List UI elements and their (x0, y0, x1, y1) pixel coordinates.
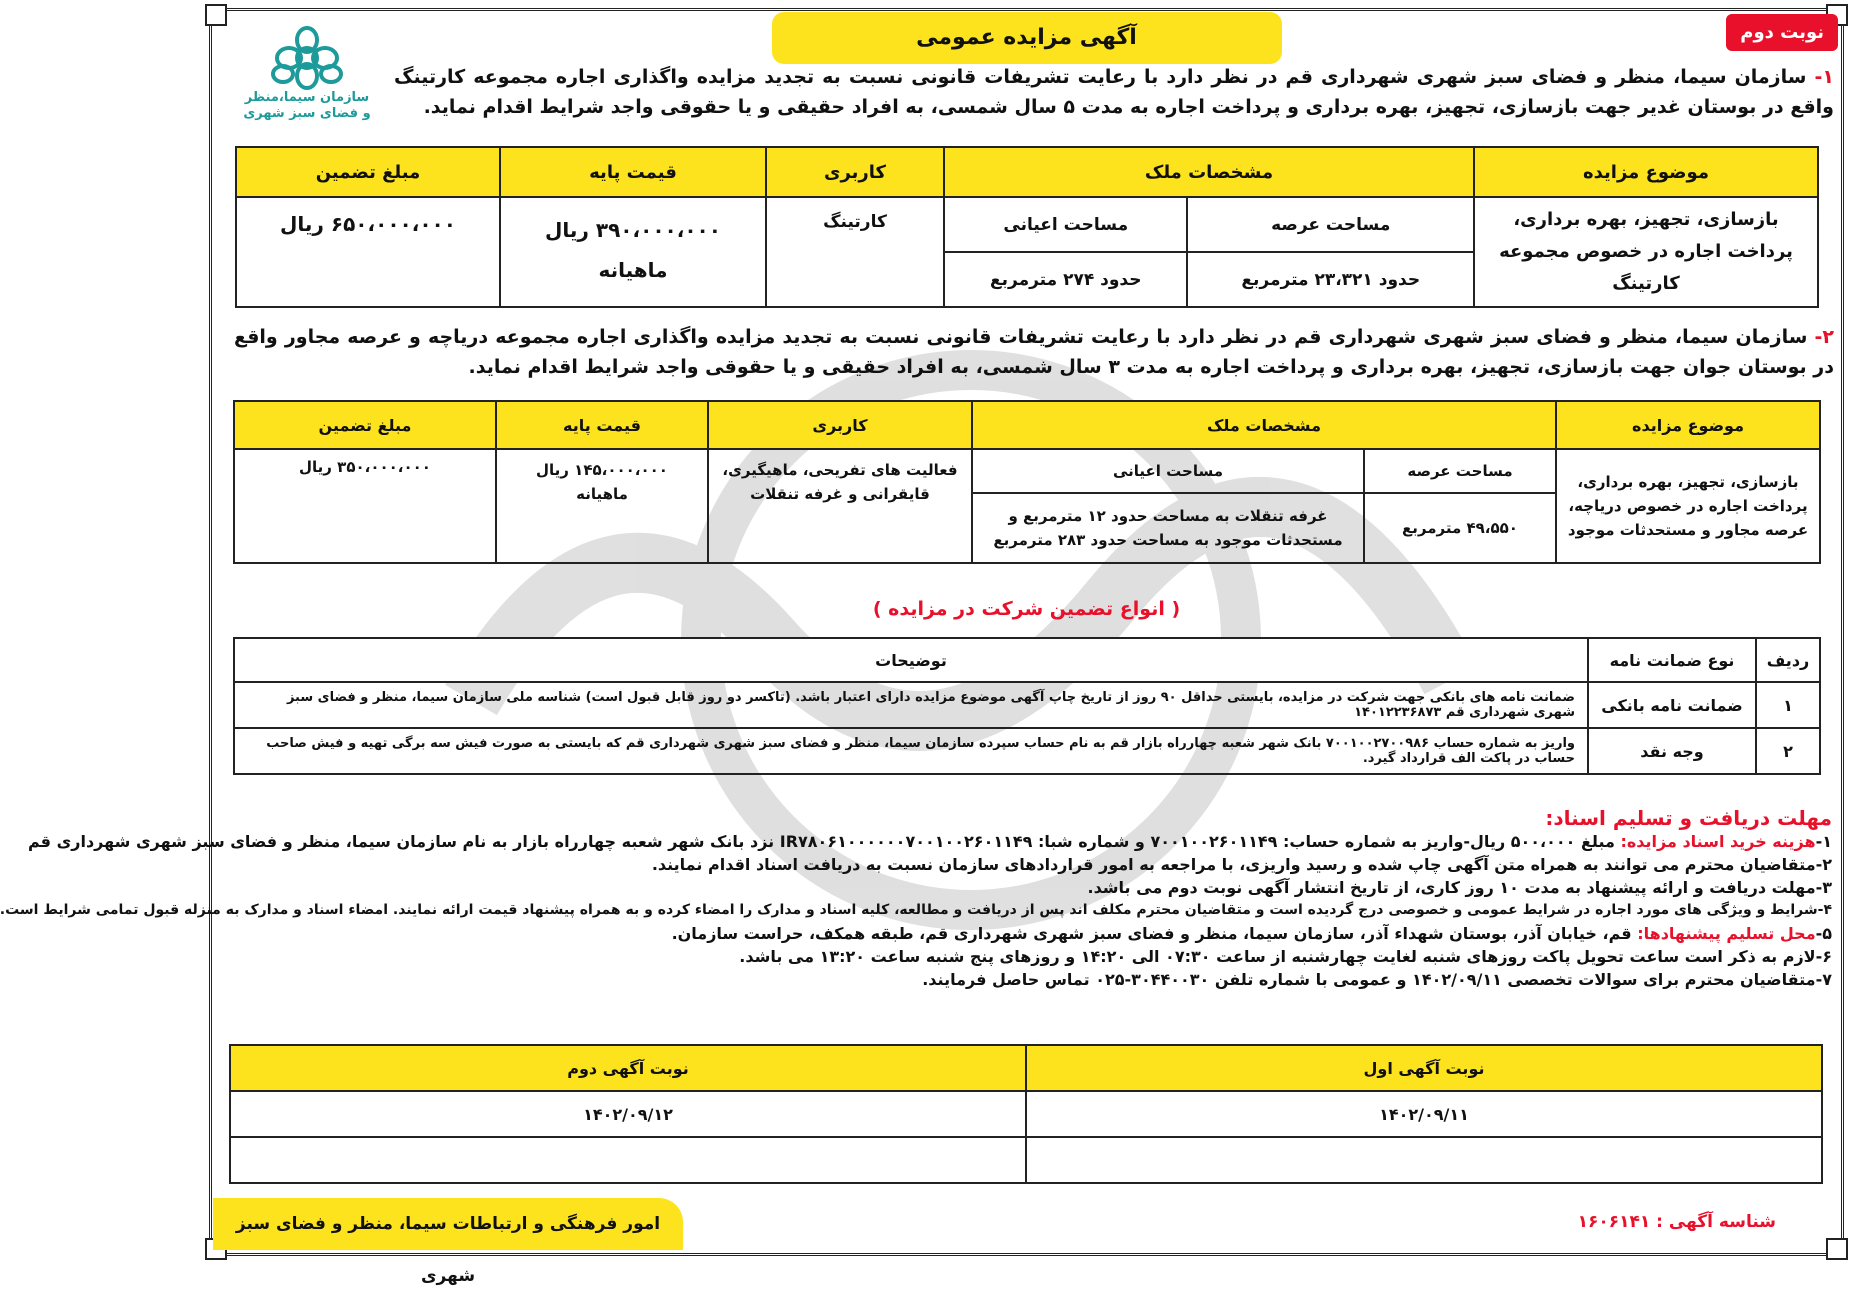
item-text: متقاضیان محترم برای سوالات تخصصی ۱۴۰۲/۰۹/۱۱ و عمومی با شماره تلفن ۳۰۴۴۰۰۳۰-۰۲۵ تماس حاصل فرمایند. (922, 970, 1816, 989)
item-highlight: محل تسلیم پیشنهادها: (1637, 924, 1816, 943)
auction1-table (235, 146, 1819, 308)
item-prefix: ۶- (1815, 947, 1832, 966)
guarantee-types-table (233, 637, 1821, 775)
header-guarantee-type: نوع ضمانت نامه (1588, 638, 1756, 682)
auction2-land-area-label: مساحت عرصه (1364, 449, 1556, 493)
auction1-base-price-value: ۳۹۰،۰۰۰،۰۰۰ ریال (545, 218, 721, 242)
auction2-number: ۲- (1814, 326, 1835, 348)
guarantee-types-title: ( انواع تضمین شرکت در مزایده ) (872, 598, 1181, 620)
guarantee-type: وجه نقد (1588, 728, 1756, 774)
auction1-number: ۱- (1814, 66, 1835, 88)
item-prefix: ۵- (1815, 924, 1832, 943)
logo-text-line1: سازمان سیما،منظر (244, 90, 370, 105)
guarantee-description: ضمانت نامه های بانکی جهت شرکت در مزایده، بایستی حداقل ۹۰ روز از تاریخ چاپ آگهی موضوع مزایده دارای اعتبار باشد. (تاکسر دو روز قابل قبول است) شناسه ملی سازمان سیما، منظر و فضای سبز شهری شهرداری قم ۱۴۰۱۲۲۳۶۸۷۳ (234, 682, 1588, 728)
header-subject: موضوع مزایده (1556, 401, 1820, 449)
list-item (222, 922, 1832, 945)
list-item (222, 876, 1832, 899)
list-item (0, 899, 1832, 922)
notice-title: آگهی مزایده عمومی (772, 12, 1282, 64)
header-base-price: قیمت پایه (496, 401, 708, 449)
second-publish-date: ۱۴۰۲/۰۹/۱۲ (230, 1091, 1026, 1137)
auction2-guarantee: ۳۵۰،۰۰۰،۰۰۰ ریال (234, 449, 496, 563)
frame-corner (205, 4, 227, 26)
item-prefix: ۳- (1815, 878, 1832, 897)
header-usage: کاربری (708, 401, 972, 449)
issue-badge: نوبت دوم (1726, 14, 1838, 51)
auction2-description (234, 322, 1834, 382)
ad-id: شناسه آگهی : ۱۶۰۶۱۴۱ (1577, 1212, 1776, 1232)
row-number: ۱ (1756, 682, 1820, 728)
auction2-base-price-period: ماهیانه (576, 485, 628, 503)
auction1-text: سازمان سیما، منظر و فضای سبز شهری شهرداری قم در نظر دارد با رعایت تشریفات قانونی نسبت به تجدید مزایده واگذاری اجاره مجموعه کارتینگ واقع در بوستان غدیر جهت بازسازی، تجهیز، بهره برداری و پرداخت اجاره به مدت ۵ سال شمسی، به افراد حقیقی و یا حقوقی واجد شرایط اقدام نماید. (394, 66, 1834, 118)
frame-corner (1826, 1238, 1848, 1260)
guarantee-type: ضمانت نامه بانکی (1588, 682, 1756, 728)
auction2-table (233, 400, 1821, 564)
list-item (222, 853, 1832, 876)
item-text: مبلغ ۵۰۰،۰۰۰ ریال-واریز به شماره حساب: ۷۰۰۱۰۰۲۶۰۱۱۴۹ و شماره شبا: IR۷۸۰۶۱۰۰۰۰۰۰۷۰۰۱۰۰۲۶۰۱۱۴۹ نزد بانک شهر شعبه چهارراه بازار به نام سازمان سیما، منظر و فضای سبز شهری شهرداری قم (27, 832, 1621, 851)
item-text: مهلت دریافت و ارائه پیشنهاد به مدت ۱۰ روز کاری، از تاریخ انتشار آگهی نوبت دوم می باشد. (1087, 878, 1816, 897)
header-guarantee: مبلغ تضمین (236, 147, 500, 197)
item-prefix: ۲- (1815, 855, 1832, 874)
auction2-building-area-label: مساحت اعیانی (972, 449, 1364, 493)
empty-cell (230, 1137, 1026, 1183)
table-row (234, 682, 1820, 728)
first-publish-label: نوبت آگهی اول (1026, 1045, 1822, 1091)
auction1-guarantee: ۶۵۰،۰۰۰،۰۰۰ ریال (236, 197, 500, 307)
item-highlight: هزینه خرید اسناد مزایده: (1620, 832, 1816, 851)
item-text: لازم به ذکر است ساعت تحویل پاکت روزهای شنبه لغایت چهارشنبه از ساعت ۰۷:۳۰ الی ۱۴:۲۰ و روزهای پنج شنبه ساعت ۱۳:۲۰ می باشد. (739, 947, 1816, 966)
item-text: قم، خیابان آذر، بوستان شهداء آذر، سازمان سیما، منظر و فضای سبز شهری شهرداری قم، طبقه همکف، حراست سازمان. (671, 924, 1638, 943)
item-prefix: ۴- (1817, 902, 1832, 918)
item-text: متقاضیان محترم می توانند به همراه متن آگهی چاپ شده و رسید واریزی، با مراجعه به امور قراردادهای سازمان نسبت به دریافت اسناد اقدام نمایند. (651, 855, 1816, 874)
auction1-building-area-label: مساحت اعیانی (944, 197, 1187, 252)
guarantee-description: واریز به شماره حساب ۷۰۰۱۰۰۲۷۰۰۹۸۶ بانک شهر شعبه چهارراه بازار قم به نام حساب سپرده سازمان سیما، منظر و فضای سبز شهری شهرداری قم که بایستی به صورت فیش سه برگی تهیه و فیش صاحب حساب در پاکت الف قرارداد گیرد. (234, 728, 1588, 774)
first-publish-date: ۱۴۰۲/۰۹/۱۱ (1026, 1091, 1822, 1137)
auction1-base-price-period: ماهیانه (598, 258, 668, 282)
auction1-subject: بازسازی، تجهیز، بهره برداری، پرداخت اجاره در خصوص مجموعه کارتینگ (1474, 197, 1818, 307)
auction1-land-area-label: مساحت عرصه (1187, 197, 1474, 252)
list-item (222, 968, 1832, 991)
footer-department: امور فرهنگی و ارتباطات سیما، منظر و فضای سبز شهری (213, 1198, 683, 1250)
auction2-building-area: غرفه تنقلات به مساحت حدود ۱۲ مترمربع و مستحدثات موجود به مساحت حدود ۲۸۳ مترمربع (972, 493, 1364, 563)
auction1-usage: کارتینگ (766, 197, 944, 307)
auction1-land-area: حدود ۲۳،۳۲۱ مترمربع (1187, 252, 1474, 307)
table-row (234, 728, 1820, 774)
auction2-text: سازمان سیما، منظر و فضای سبز شهری شهرداری قم در نظر دارد با رعایت تشریفات قانونی نسبت به تجدید مزایده واگذاری اجاره مجموعه دریاچه و عرصه مجاور واقع در بوستان جوان جهت بازسازی، تجهیز، بهره برداری و پرداخت اجاره به مدت ۳ سال شمسی، به افراد حقیقی و یا حقوقی واجد شرایط اقدام نماید. (234, 326, 1834, 378)
empty-cell (1026, 1137, 1822, 1183)
logo-text-line2: و فضای سبز شهری (243, 106, 371, 121)
header-property: مشخصات ملک (944, 147, 1474, 197)
header-guarantee: مبلغ تضمین (234, 401, 496, 449)
item-prefix: ۷- (1815, 970, 1832, 989)
auction2-base-price-value: ۱۴۵،۰۰۰،۰۰۰ ریال (536, 461, 668, 479)
header-property: مشخصات ملک (972, 401, 1556, 449)
auction2-usage: فعالیت های تفریحی، ماهیگیری، قایقرانی و غرفه تنقلات (708, 449, 972, 563)
second-publish-label: نوبت آگهی دوم (230, 1045, 1026, 1091)
auction2-base-price (496, 449, 708, 563)
header-subject: موضوع مزایده (1474, 147, 1818, 197)
logo-flower-icon (259, 26, 355, 90)
publish-dates-table (229, 1044, 1823, 1184)
auction2-land-area: ۴۹،۵۵۰ مترمربع (1364, 493, 1556, 563)
auction2-subject: بازسازی، تجهیز، بهره برداری، پرداخت اجاره در خصوص دریاچه، عرصه مجاور و مستحدثات موجود (1556, 449, 1820, 563)
item-prefix: ۱- (1815, 832, 1832, 851)
auction1-base-price (500, 197, 766, 307)
organization-logo (237, 26, 377, 122)
header-row-number: ردیف (1756, 638, 1820, 682)
header-description: توضیحات (234, 638, 1588, 682)
conditions-list (0, 830, 1832, 991)
item-text: شرایط و ویژگی های مورد اجاره در شرایط عمومی و خصوصی درج گردیده است و متقاضیان محترم مکلف اند پس از دریافت و مطالعه، کلیه اسناد و مدارک را امضاء کرده و به همراه پیشنهاد قیمت ارائه نمایند. امضاء اسناد و مدارک به منزله قبول تمامی شرایط است. (0, 902, 1818, 918)
auction1-building-area: حدود ۲۷۴ مترمربع (944, 252, 1187, 307)
row-number: ۲ (1756, 728, 1820, 774)
auction1-description (394, 62, 1834, 122)
header-base-price: قیمت پایه (500, 147, 766, 197)
list-item (222, 945, 1832, 968)
deadline-title: مهلت دریافت و تسلیم اسناد: (1545, 806, 1832, 830)
list-item (27, 830, 1832, 853)
header-usage: کاربری (766, 147, 944, 197)
